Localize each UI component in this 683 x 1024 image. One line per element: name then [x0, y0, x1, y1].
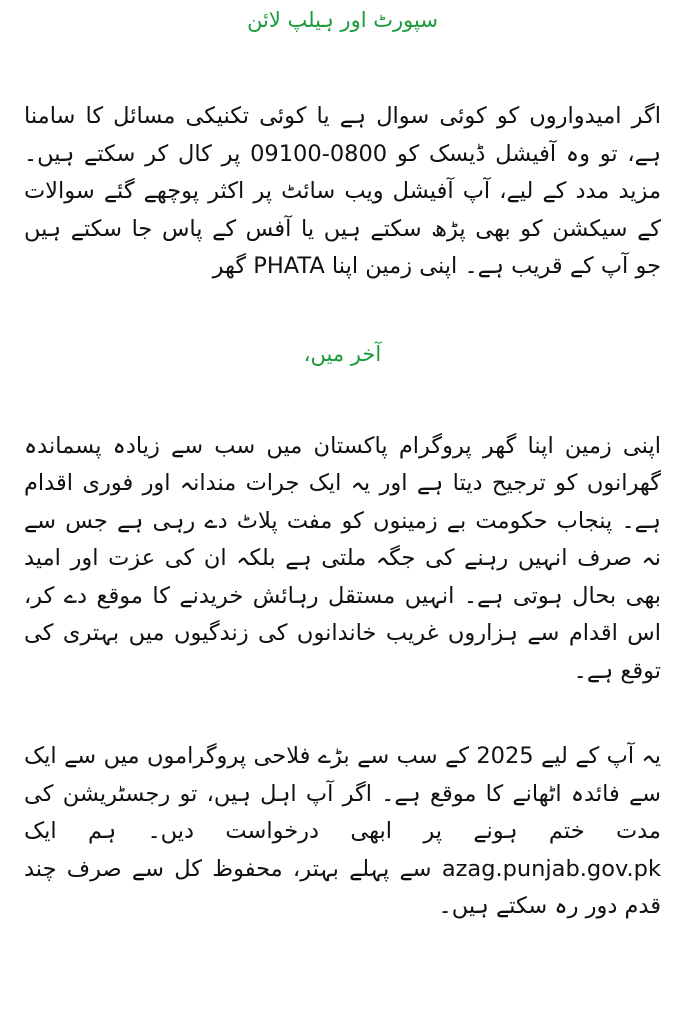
- conclusion-heading: آخر میں،: [303, 341, 382, 366]
- support-helpline-paragraph: اگر امیدواروں کو کوئی سوال ہے یا کوئی تکنیکی مسائل کا سامنا ہے، تو وہ آفیشل ڈیسک کو 0800-09100 پر کال کر سکتے ہیں۔ مزید مدد کے لیے، آپ آفیشل ویب سائٹ پر اکثر پوچھے گئے سوالات کے سیکشن کو بھی پڑھ سکتے ہیں یا آفس کے پاس جا سکتے ہیں جو آپ کے قریب ہے۔ اپنی زمین اپنا PHATA گھر: [24, 103, 661, 279]
- support-helpline-heading: سپورٹ اور ہیلپ لائن: [247, 8, 438, 32]
- conclusion-paragraph-program: اپنی زمین اپنا گھر پروگرام پاکستان میں سب سے زیادہ پسماندہ گھرانوں کو ترجیح دیتا ہے اور یہ ایک جرات مندانہ اور فوری اقدام ہے۔ پنجاب حکومت بے زمینوں کو مفت پلاٹ دے رہی ہے جس سے نہ صرف انہیں رہنے کی جگہ ملتی ہے بلکہ ان کی عزت اور امید بھی بحال ہوتی ہے۔ انہیں مستقل رہائش خریدنے کا موقع دے کر، اس اقدام سے ہزاروں غریب خاندانوں کی زندگیوں میں بہتری کی توقع ہے۔: [24, 432, 661, 684]
- conclusion-paragraph-opportunity: یہ آپ کے لیے 2025 کے سب سے بڑے فلاحی پروگراموں میں سے ایک سے فائدہ اٹھانے کا موقع ہے۔ اگر آپ اہل ہیں، تو رجسٹریشن کی مدت ختم ہونے پر ابھی درخواست دیں۔ ہم ایک azag.punjab.gov.pk سے پہلے بہتر، محفوظ کل سے صرف چند قدم دور رہ سکتے ہیں۔: [24, 743, 661, 919]
